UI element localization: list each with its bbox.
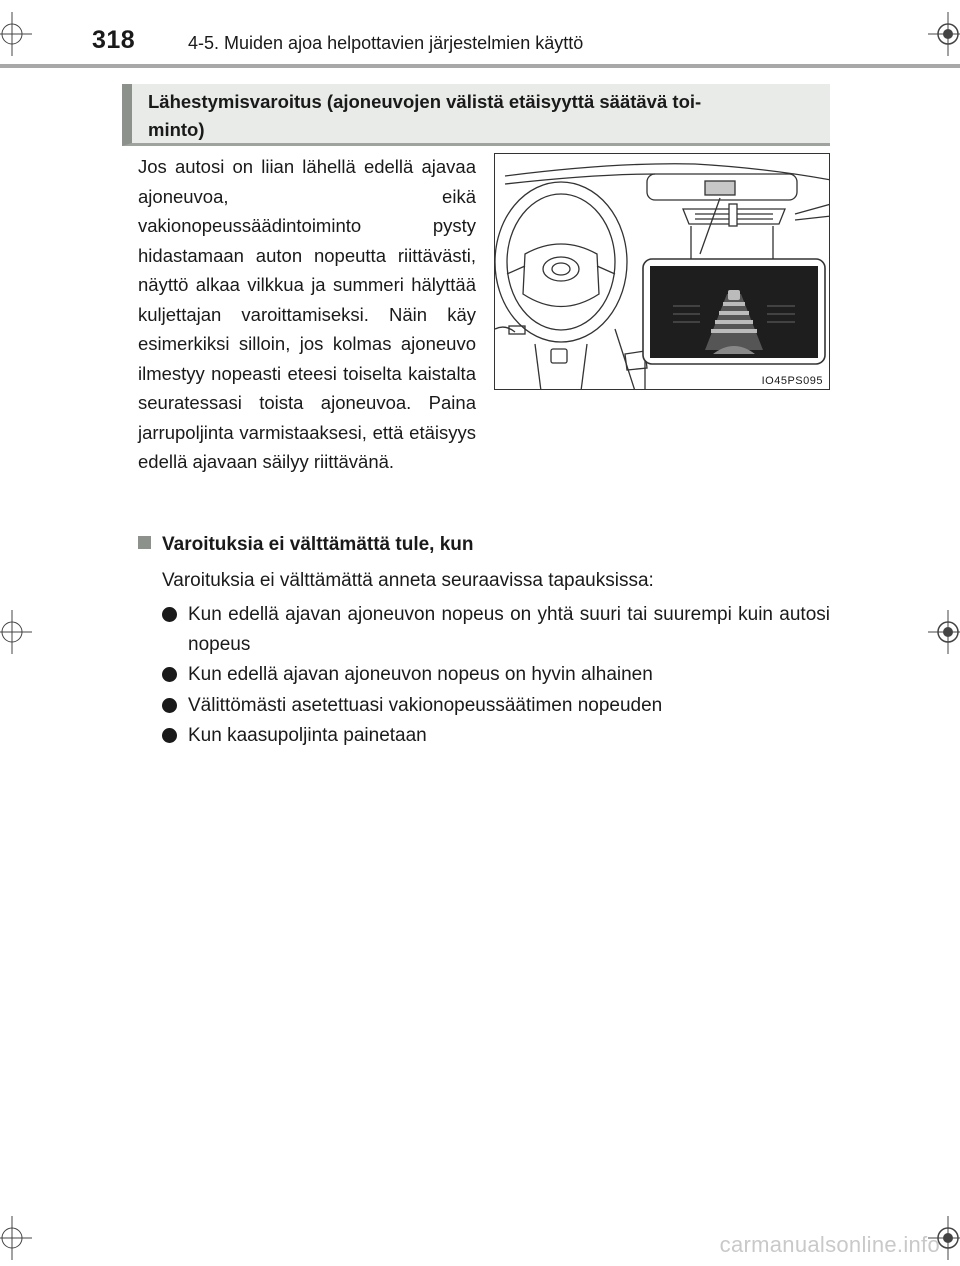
crop-mark-top-right	[928, 12, 960, 56]
dashboard-illustration	[494, 153, 830, 390]
box-heading-line-1: Lähestymisvaroitus (ajoneuvojen välistä etäisyyttä säätävä toi-	[148, 91, 702, 112]
page-number: 318	[92, 26, 136, 54]
bullet-dot-icon	[162, 667, 177, 682]
square-bullet-icon	[138, 536, 151, 549]
bullet-dot-icon	[162, 728, 177, 743]
list-item: Kun edellä ajavan ajoneuvon nopeus on hyvin alhainen	[162, 660, 830, 690]
header-rule	[0, 64, 960, 68]
list-item: Kun edellä ajavan ajoneuvon nopeus on yhtä suuri tai suurempi kuin autosi nopeus	[162, 600, 830, 659]
subsection-intro: Varoituksia ei välttämättä anneta seuraavissa tapauksissa:	[162, 570, 654, 591]
figure-code: IO45PS095	[761, 375, 823, 387]
dashboard-drawing	[495, 154, 830, 390]
subsection-heading	[138, 534, 474, 556]
list-item: Välittömästi asetettuasi vakionopeussäätimen nopeuden	[162, 691, 830, 721]
list-item: Kun kaasupoljinta painetaan	[162, 721, 830, 751]
crop-mark-mid-right	[928, 610, 960, 654]
box-heading	[122, 84, 830, 146]
watermark: carmanualsonline.info	[719, 1232, 940, 1257]
crop-mark-mid-left	[0, 610, 32, 654]
subsection-heading-text: Varoituksia ei välttämättä tule, kun	[162, 534, 474, 555]
bullet-dot-icon	[162, 607, 177, 622]
crop-mark-top-left	[0, 12, 32, 56]
crop-mark-bottom-left	[0, 1216, 32, 1260]
condition-list	[162, 600, 830, 752]
box-heading-line-2: minto)	[148, 119, 205, 140]
section-title: 4-5. Muiden ajoa helpottavien järjestelmien käyttö	[188, 33, 584, 53]
body-paragraph: Jos autosi on liian lähellä edellä ajavaa ajoneuvoa, eikä vakionopeussäädintoiminto pysty hidastamaan auton nopeutta riittävästi, näyttö alkaa vilkkua ja summeri hälyttää kuljettajan varoittamiseksi. Näin käy esimerkiksi silloin, jos kolmas ajoneuvo ilmestyy nopeasti eteesi toiselta kaistalta seuratessasi toista ajoneuvoa. Paina jarrupoljinta varmistaaksesi, että etäisyys edellä ajavaan säilyy riittävänä.	[138, 156, 476, 472]
bullet-dot-icon	[162, 698, 177, 713]
